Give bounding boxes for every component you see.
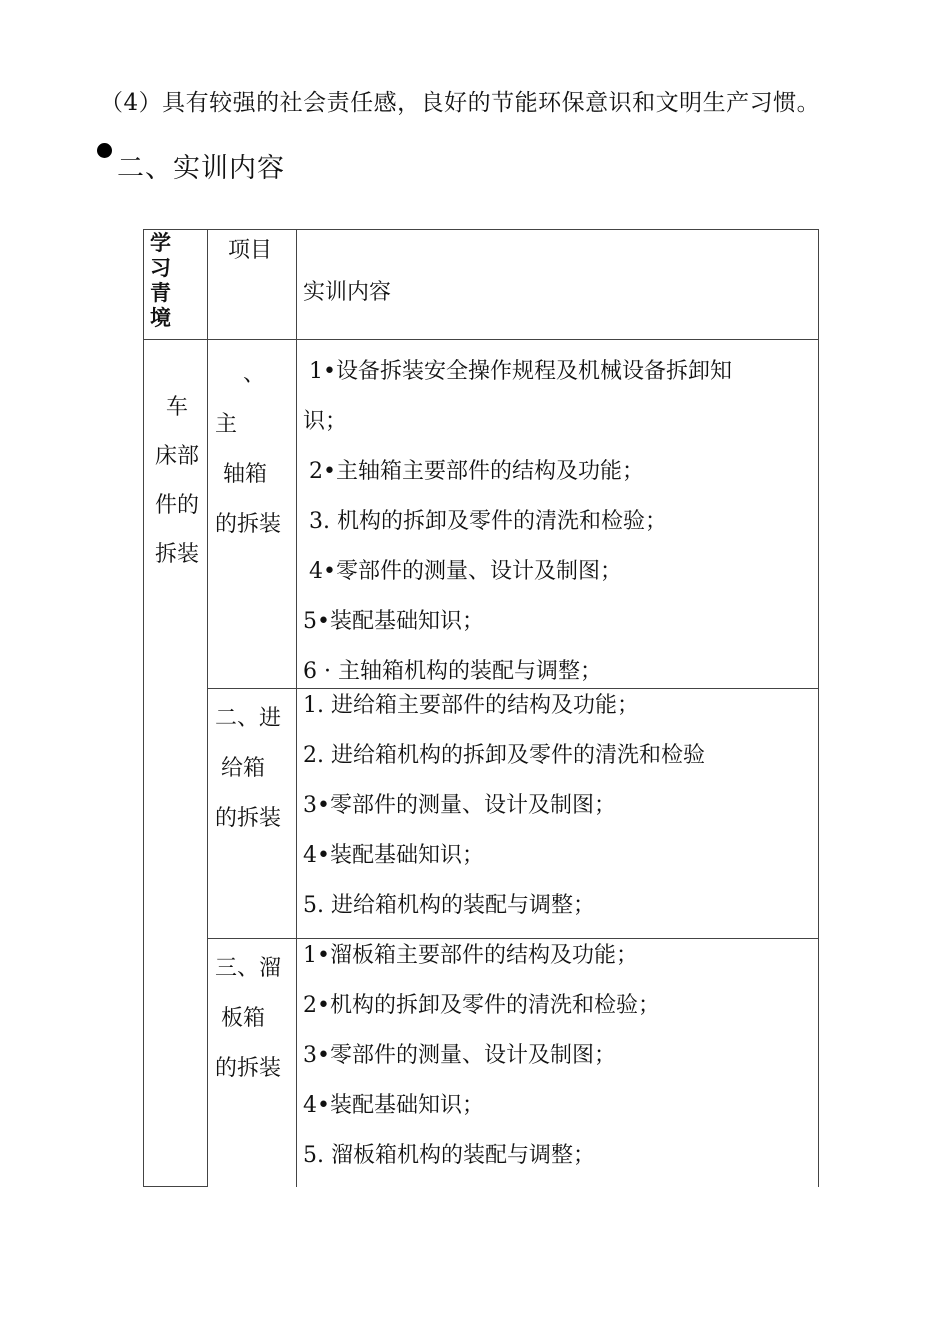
item-label-line: 、 — [243, 362, 266, 387]
content-item: 2. 进给箱机构的拆卸及零件的清洗和检验 — [303, 743, 705, 768]
content-item: 1•溜板箱主要部件的结构及功能； — [303, 943, 638, 968]
content-list-apron-box — [303, 931, 660, 1181]
content-item: 2•机构的拆卸及零件的清洗和检验； — [303, 993, 660, 1018]
content-item: 5•装配基础知识； — [303, 609, 484, 634]
context-label-line: 拆装 — [154, 542, 199, 567]
header-content: 实训内容 — [303, 280, 392, 305]
item-cell-spindle-box — [215, 350, 281, 550]
item-label-line: 给箱 — [221, 756, 266, 781]
bullet-icon — [97, 143, 112, 158]
content-item: 2•主轴箱主要部件的结构及功能； — [309, 459, 644, 484]
content-item: 4•装配基础知识； — [303, 843, 484, 868]
header-learning-context: 学习青境 — [150, 231, 171, 330]
item-label-line: 三、溜 — [215, 956, 282, 981]
content-item: 5. 进给箱机构的装配与调整； — [303, 893, 595, 918]
item-label-line: 主 — [215, 412, 238, 437]
header-item: 项目 — [228, 238, 273, 263]
content-item: 4•零部件的测量、设计及制图； — [309, 559, 622, 584]
context-cell — [150, 383, 204, 579]
objective-line: （4）具有较强的社会责任感，良好的节能环保意识和文明生产习惯。 — [100, 90, 821, 116]
content-list-feed-box — [303, 681, 705, 931]
table-divider-col1 — [207, 229, 208, 1187]
content-item: 3•零部件的测量、设计及制图； — [303, 793, 616, 818]
table-divider-col2 — [296, 229, 297, 1187]
context-label-line: 车 — [165, 395, 188, 420]
table-divider-header — [143, 339, 819, 340]
content-item: 1. 进给箱主要部件的结构及功能； — [303, 693, 639, 718]
content-item: 识； — [303, 409, 348, 434]
table-border-left — [143, 229, 144, 1187]
content-item: 1•设备拆装安全操作规程及机械设备拆卸知 — [309, 359, 732, 384]
context-label-line: 件的 — [154, 493, 199, 518]
item-cell-apron-box — [215, 944, 281, 1094]
item-label-line: 的拆装 — [215, 512, 282, 537]
content-item: 5. 溜板箱机构的装配与调整； — [303, 1143, 595, 1168]
item-cell-feed-box — [215, 694, 281, 844]
table-border-bottom-left — [143, 1186, 208, 1187]
content-item: 3•零部件的测量、设计及制图； — [303, 1043, 616, 1068]
content-item: 3. 机构的拆卸及零件的清洗和检验； — [309, 509, 667, 534]
content-item: 6 · 主轴箱机构的装配与调整； — [303, 659, 602, 684]
section-heading: 二、实训内容 — [117, 153, 285, 184]
context-label-line: 床部 — [154, 444, 199, 469]
content-list-spindle-box — [303, 347, 732, 697]
item-label-line: 的拆装 — [215, 806, 282, 831]
item-label-line: 二、进 — [215, 706, 282, 731]
item-label-line: 轴箱 — [223, 462, 268, 487]
item-label-line: 板箱 — [221, 1006, 266, 1031]
content-item: 4•装配基础知识； — [303, 1093, 484, 1118]
table-border-top — [143, 229, 819, 230]
item-label-line: 的拆装 — [215, 1056, 282, 1081]
table-border-right — [818, 229, 819, 1187]
